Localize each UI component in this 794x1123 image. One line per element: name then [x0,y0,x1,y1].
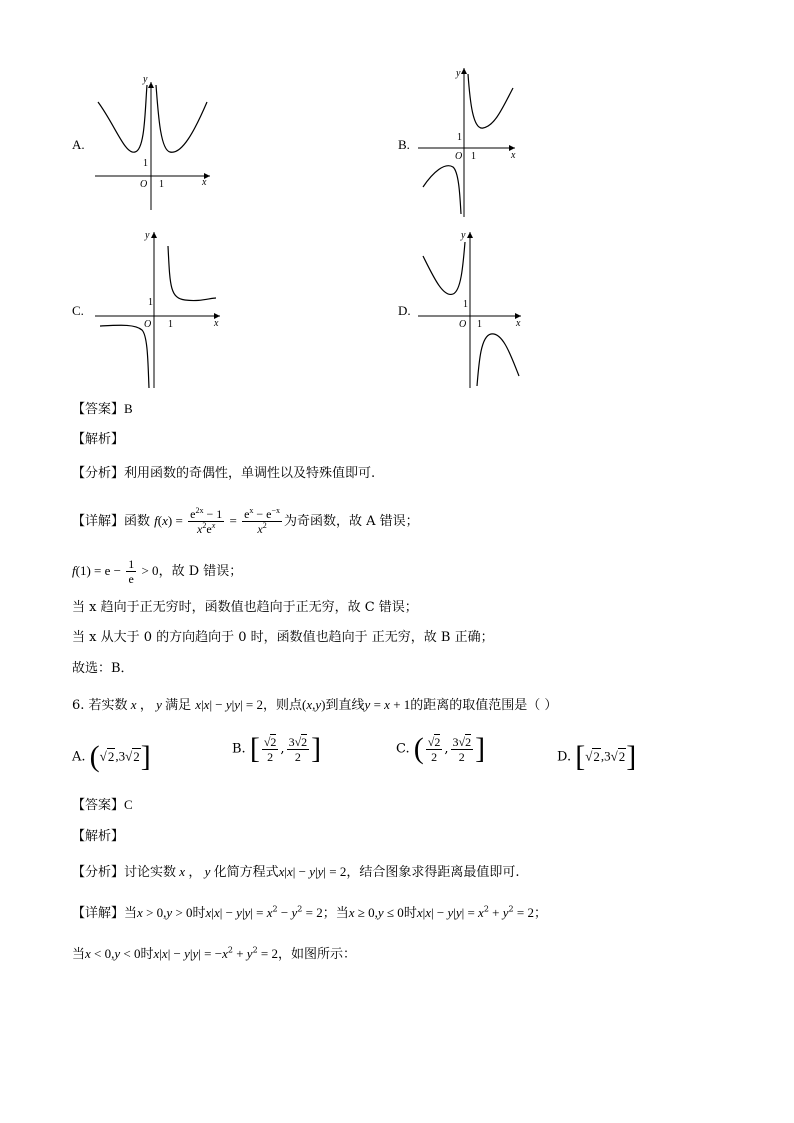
q5-xiangjie-line: 【详解】函数 f(x) = $\frac{e^{2x} - 1}{x^2e^x}$ = $\frac{e^x - e^{-x}}{x^2}$ 为奇函数，故 A 错误； [72,506,419,536]
formula-frac-2: $\frac{e^x - e^{-x}}{x^2}$ [244,506,280,536]
graph-option-a [90,70,220,215]
graph-c-origin: O [144,319,152,330]
f1-text: ，故 D 错误； [158,564,243,579]
graph-b-tick-1: 1 [471,151,476,162]
option-c-label: C. [72,303,84,318]
graph-option-d [415,226,530,391]
graph-c-x-label: x [214,318,219,329]
formula-frac-1e: $\frac{1}{e}$ [128,557,135,586]
graph-a-y-label: y [143,74,148,85]
graph-d-tick-y1: 1 [463,299,468,310]
graph-c-tick-y1: 1 [148,297,153,308]
xj-odd-text: 为奇函数，故 A 错误； [284,514,419,529]
q5-answer-line [72,399,133,420]
q6-fenxi-tag: 【分析】 [72,865,125,880]
fenxi-text: 利用函数的奇偶性，单调性以及特殊值即可. [124,466,376,481]
graph-b-origin: O [455,151,463,162]
option-a-label: A. [72,137,85,152]
q6-analysis-line [72,827,124,847]
graph-a-x-label: x [202,177,207,188]
q6-answer-line [72,795,133,816]
q6-fenxi-pre: 讨论实数 [124,865,177,880]
q5-line-b: 当 x 从大于 0 的方向趋向于 0 时，函数值也趋向于 正无穷，故 B 正确； [72,630,494,645]
q6-answer-tag: 【答案】 [72,798,125,813]
q6-choice-d[interactable]: D. [√2,3√2] [557,740,637,773]
xiangjie-tag: 【详解】 [72,514,125,529]
q5-fenxi-line [72,464,375,484]
option-d-label: D. [398,303,411,318]
graph-a-tick-1: 1 [159,179,164,190]
q6-stem-post3: 的距离的取值范围是（ ） [410,698,558,713]
formula-fx: f [154,513,158,528]
xj-func-word: 函数 [124,514,151,529]
graph-c-tick-1: 1 [168,319,173,330]
graph-b-y-label: y [456,68,461,79]
q5-analysis-line [72,430,124,450]
graph-option-c [90,226,230,391]
q6-xiangjie-line: 【详解】当x > 0,y > 0时$x|x| - y|y| = x^2 - y^2 = 2$；当x ≥ 0,y ≤ 0时$x|x| - y|y| = x^2 + y^2 = 2$； [72,904,547,921]
fenxi-tag: 【分析】 [72,466,125,481]
q6-stem-pre: 6. 若实数 [72,698,128,713]
q6-choice-a[interactable]: A. (√2,3√2] [72,740,151,773]
formula-frac-1: $\frac{e^{2x} - 1}{x^2e^x}$ [190,506,223,536]
answer-value: B [124,401,133,416]
graph-b-x-label: x [511,150,516,161]
graph-b-tick-y1: 1 [457,132,462,143]
q6-answer-value: C [124,797,133,812]
q6-fenxi-post: ，结合图象求得距离最值即可. [346,865,520,880]
q6-fenxi-line: 【分析】讨论实数 x ， y 化简方程式x|x| − y|y| = 2，结合图象求得距离最值即可. [72,864,520,880]
graph-a-origin: O [140,179,148,190]
graph-d-origin: O [459,319,467,330]
q6-choice-c[interactable]: C. ( $\frac{√2}{2}$ , $\frac{3√2}{2}$ ] [396,732,486,765]
graph-d-x-label: x [516,318,521,329]
graph-a-tick-y1: 1 [143,158,148,169]
option-b-label: B. [398,137,410,152]
q6-stem-mid: 满足 [165,698,192,713]
q6-choice-b[interactable]: B. [ $\frac{√2}{2}$ , $\frac{3√2}{2}$ ] [232,732,322,765]
q6-analysis-tag: 【解析】 [72,829,125,844]
graph-d-y-label: y [461,230,466,241]
q6-stem-post2: 到直线 [325,698,365,713]
answer-tag: 【答案】 [72,402,125,417]
q6-xiangjie-tag: 【详解】 [72,906,125,921]
q5-line-c: 当 x 趋向于正无穷时，函数值也趋向于正无穷，故 C 错误； [72,600,418,615]
q6-stem-post1: ，则点 [263,698,303,713]
q6-stem: 6. 若实数 x ， y 满足 x|x| − y|y| = 2，则点(x,y)到直线y = x + 1的距离的取值范围是（ ） [72,697,558,713]
graph-d-tick-1: 1 [477,319,482,330]
analysis-tag: 【解析】 [72,432,125,447]
graph-c-y-label: y [145,230,150,241]
q6-case3-line: 当x < 0,y < 0时$x|x| - y|y| = -x^2 + y^2 = 2$，如图所示： [72,945,357,962]
q6-fenxi-mid: 化简方程式 [213,865,279,880]
graph-option-b [415,62,525,222]
q5-f1-line: f(1) = e − $\frac{1}{e}$ > 0，故 D 错误； [72,557,243,586]
q5-select-line: 故选：B． [72,661,134,676]
